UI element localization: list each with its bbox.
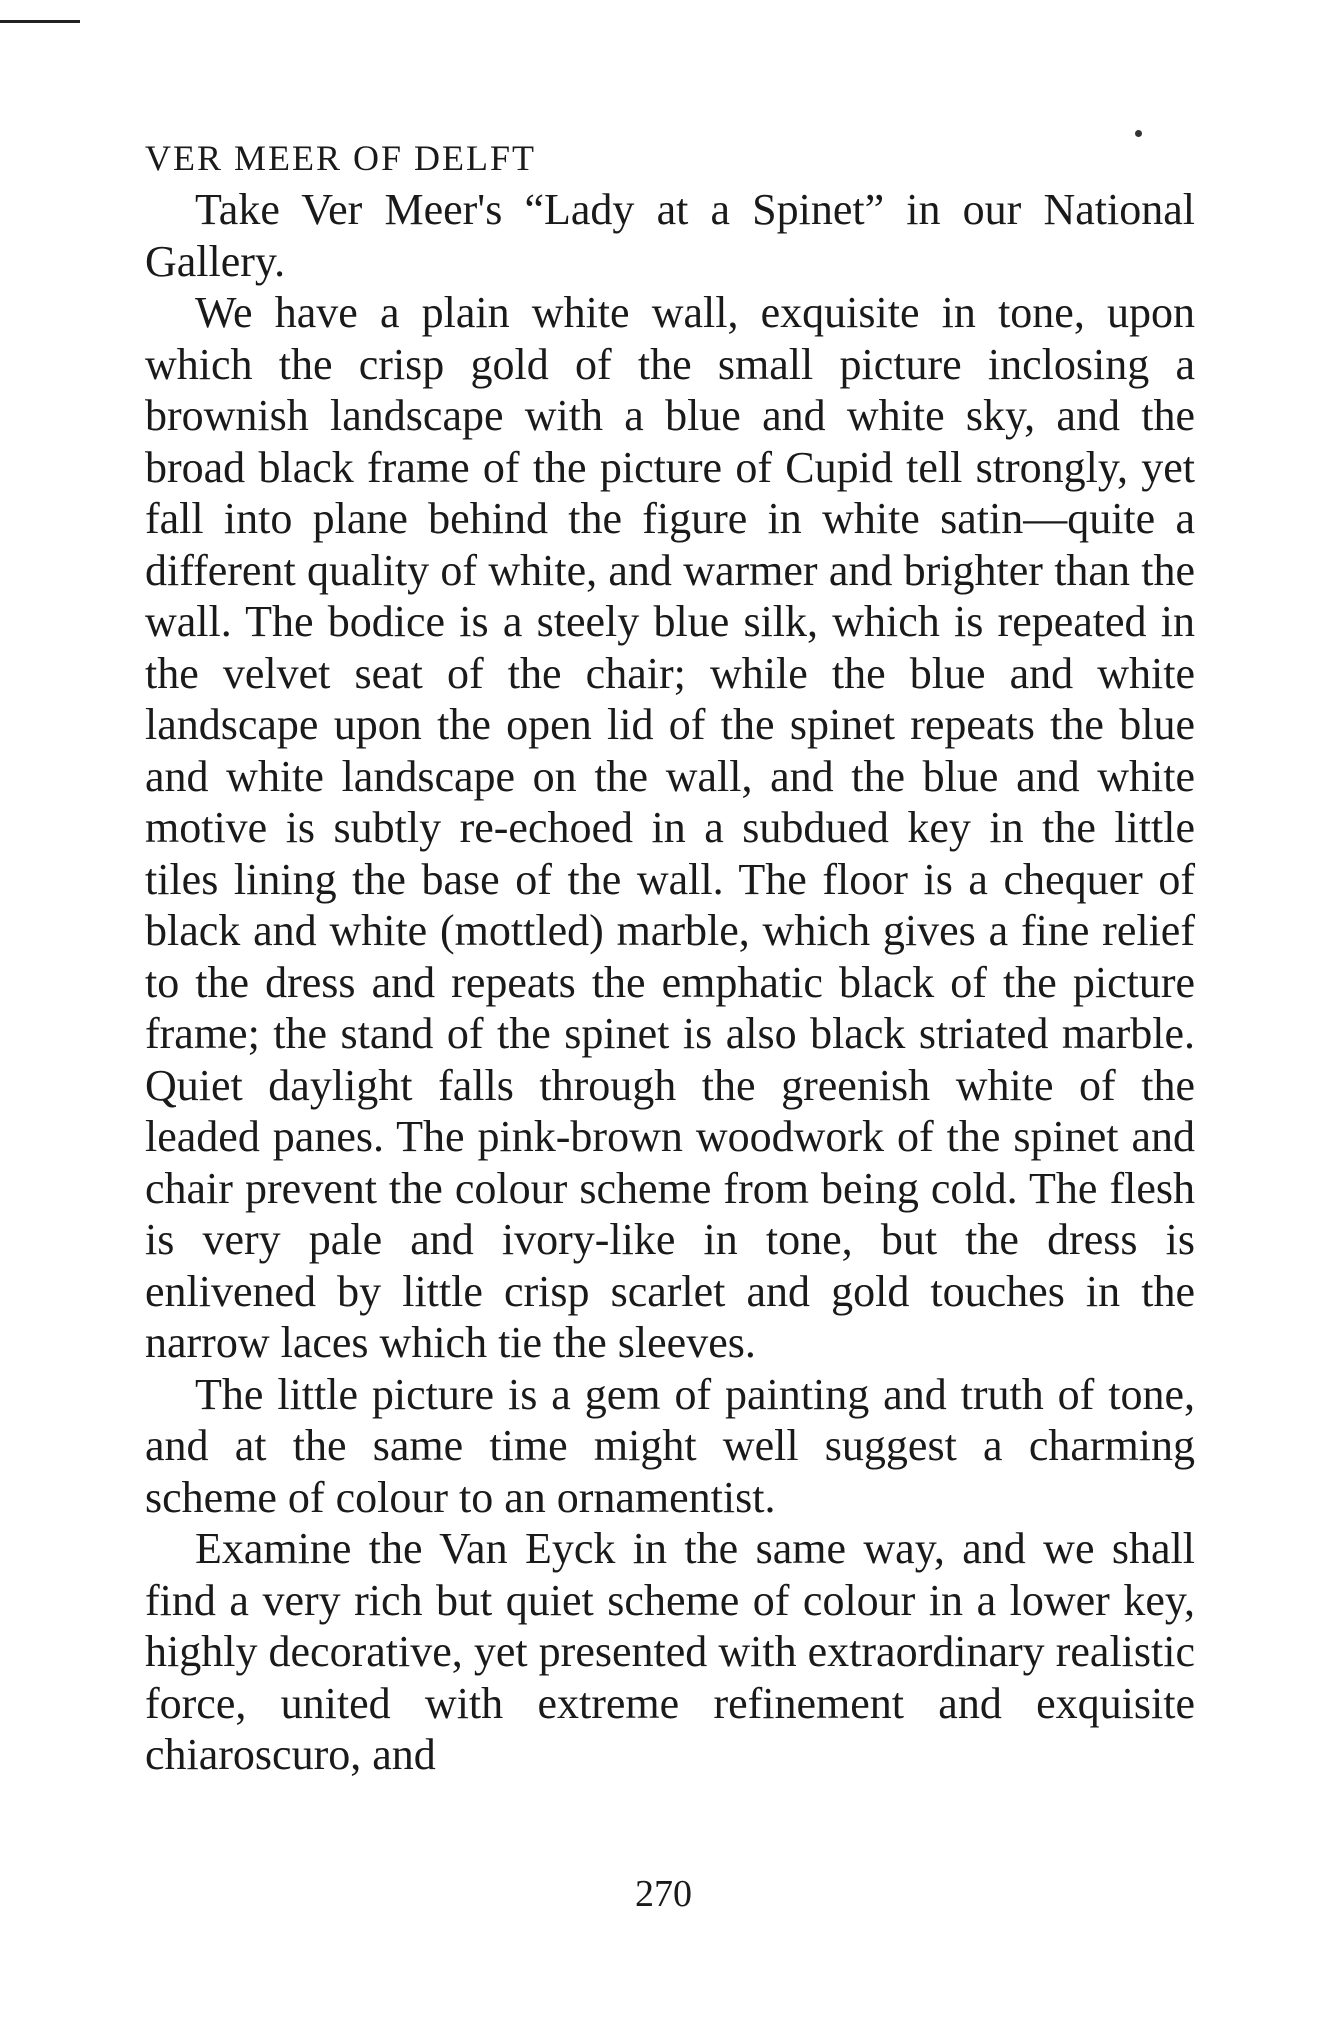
body-text xyxy=(145,184,1195,1781)
scan-edge-mark xyxy=(0,20,80,23)
running-head: VER MEER OF DELFT xyxy=(145,138,537,178)
paragraph-4: Examine the Van Eyck in the same way, and we shall find a very rich but quiet scheme of colour in a lower key, highly decorative, yet presented with extraordinary realistic force, united with extreme refinement and exquisite chiaroscuro, and xyxy=(145,1524,1195,1779)
paragraph-1: Take Ver Meer's “Lady at a Spinet” in our National Gallery. xyxy=(145,185,1195,286)
page-number: 270 xyxy=(635,1873,692,1915)
ink-speck xyxy=(1135,130,1142,137)
paragraph-3: The little picture is a gem of painting and truth of tone, and at the same time might well suggest a charming scheme of colour to an ornamentist. xyxy=(145,1369,1195,1522)
paragraph-2: We have a plain white wall, exquisite in tone, upon which the crisp gold of the small picture inclosing a brownish landscape with a blue and white sky, and the broad black frame of the picture of Cupid tell strongly, yet fall into plane behind the figure in white satin—quite a different quality of white, and warmer and brighter than the wall. The bodice is a steely blue silk, which is repeated in the velvet seat of the chair; while the blue and white landscape upon the open lid of the spinet repeats the blue and white landscape on the wall, and the blue and white motive is subtly re-echoed in a subdued key in the little tiles lining the base of the wall. The floor is a chequer of black and white (mottled) marble, which gives a fine relief to the dress and repeats the emphatic black of the picture frame; the stand of the spinet is also black striated marble. Quiet daylight falls through the greenish white of the leaded panes. The pink-brown woodwork of the spinet and chair prevent the colour scheme from being cold. The flesh is very pale and ivory-like in tone, but the dress is enlivened by little crisp scarlet and gold touches in the narrow laces which tie the sleeves. xyxy=(145,288,1195,1367)
